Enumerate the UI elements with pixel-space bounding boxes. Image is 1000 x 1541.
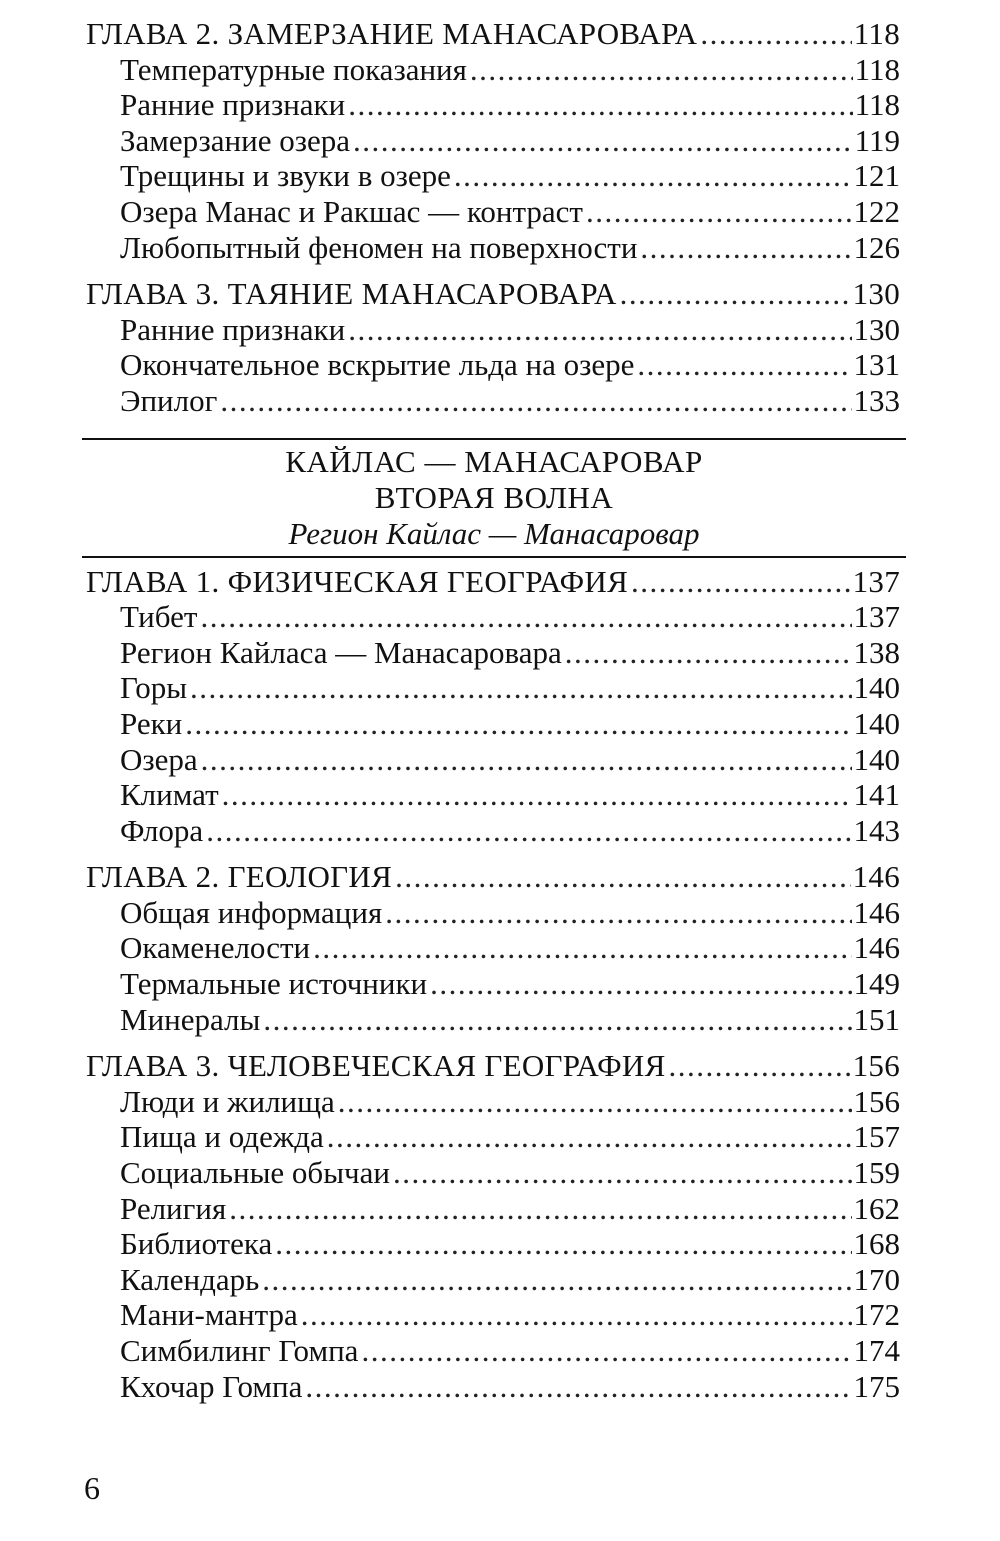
page-number: 157	[853, 1119, 900, 1155]
section-title: Календарь	[120, 1261, 260, 1297]
dot-leader	[222, 777, 852, 813]
toc-section-row[interactable]	[82, 742, 906, 778]
section-title: Ранние признаки	[120, 311, 346, 347]
toc-section-row[interactable]	[82, 1084, 906, 1120]
section-title: Тибет	[120, 599, 198, 635]
chapter-title: ГЛАВА 2. ЗАМЕРЗАНИЕ МАНАСАРОВАРА	[86, 16, 698, 51]
page-number: 143	[853, 812, 900, 848]
toc-section-row[interactable]	[82, 158, 906, 194]
dot-leader	[262, 1262, 851, 1298]
page-number: 118	[853, 16, 900, 51]
section-title: Озера	[120, 741, 198, 777]
section-title: Озера Манас и Ракшас — контраст	[120, 193, 583, 229]
dot-leader	[395, 859, 851, 895]
toc-section-row[interactable]	[82, 1002, 906, 1038]
toc-chapter-row[interactable]	[82, 276, 906, 312]
section-title: Термальные источники	[120, 966, 428, 1002]
chapter-title: ГЛАВА 3. ЧЕЛОВЕЧЕСКАЯ ГЕОГРАФИЯ	[86, 1048, 666, 1084]
section-title: Ранние признаки	[120, 87, 346, 123]
page-number: 174	[853, 1333, 900, 1368]
section-title: Трещины и звуки в озере	[120, 158, 451, 194]
page-number: 168	[853, 1226, 900, 1262]
section-title: Эпилог	[120, 382, 218, 418]
chapter-title: ГЛАВА 2. ГЕОЛОГИЯ	[86, 859, 393, 895]
dot-leader	[700, 16, 851, 52]
dot-leader	[361, 1333, 851, 1369]
dot-leader	[275, 1226, 851, 1262]
section-title: Библиотека	[120, 1226, 273, 1262]
dot-leader	[454, 158, 852, 194]
part-subtitle: Регион Кайлас — Манасаровар	[288, 515, 700, 551]
toc-chapter-block	[82, 564, 906, 849]
toc-section-row[interactable]	[82, 1155, 906, 1191]
page-number: 149	[853, 966, 900, 1002]
dot-leader	[565, 635, 852, 671]
table-of-contents	[82, 16, 906, 1404]
dot-leader	[305, 1369, 851, 1405]
toc-chapter-block	[82, 1048, 906, 1404]
toc-section-row[interactable]	[82, 895, 906, 931]
section-title: Флора	[120, 812, 204, 848]
part-title-line2: ВТОРАЯ ВОЛНА	[374, 479, 614, 515]
section-title: Мани-мантра	[120, 1297, 298, 1333]
toc-section-row[interactable]	[82, 635, 906, 671]
section-title: Социальные обычаи	[120, 1155, 390, 1191]
toc-section-row[interactable]	[82, 1226, 906, 1262]
page-number: 126	[853, 229, 900, 265]
section-title: Регион Кайласа — Манасаровара	[120, 634, 562, 670]
dot-leader	[470, 52, 853, 88]
dot-leader	[338, 1084, 852, 1120]
toc-section-row[interactable]	[82, 777, 906, 813]
section-title: Окончательное вскрытие льда на озере	[120, 347, 635, 383]
section-title: Религия	[120, 1190, 227, 1226]
page-number: 156	[852, 1048, 900, 1084]
dot-leader	[229, 1191, 851, 1227]
toc-chapter-block	[82, 859, 906, 1037]
dot-leader	[185, 706, 851, 742]
dot-leader	[348, 312, 851, 348]
dot-leader	[637, 347, 851, 383]
section-title: Климат	[120, 777, 219, 813]
page-number: 159	[853, 1155, 900, 1191]
page-number: 138	[853, 634, 900, 670]
toc-section-row[interactable]	[82, 670, 906, 706]
dot-leader	[393, 1155, 852, 1191]
page-number: 140	[853, 741, 900, 777]
page-number: 137	[852, 563, 900, 599]
page-folio-number: 6	[84, 1470, 100, 1506]
page-number: 119	[854, 122, 900, 158]
section-title: Горы	[120, 670, 188, 706]
toc-chapter-row[interactable]	[82, 1048, 906, 1084]
page-number: 141	[853, 777, 900, 813]
dot-leader	[263, 1002, 851, 1038]
page-number: 140	[853, 705, 900, 741]
spacer	[82, 1037, 906, 1048]
dot-leader	[669, 1048, 851, 1084]
page-number: 131	[853, 347, 900, 383]
chapter-title: ГЛАВА 3. ТАЯНИЕ МАНАСАРОВАРА	[86, 276, 617, 312]
section-title: Реки	[120, 705, 183, 741]
dot-leader	[640, 230, 851, 266]
dot-leader	[313, 930, 851, 966]
toc-chapter-block	[82, 276, 906, 418]
toc-section-row[interactable]	[82, 706, 906, 742]
toc-section-row[interactable]	[82, 1369, 906, 1405]
spacer	[82, 419, 906, 438]
toc-section-row[interactable]	[82, 966, 906, 1002]
toc-section-row[interactable]	[82, 1262, 906, 1298]
toc-section-row[interactable]	[82, 347, 906, 383]
toc-section-row[interactable]	[82, 599, 906, 635]
page-number: 146	[852, 859, 900, 895]
dot-leader	[586, 194, 852, 230]
toc-section-row[interactable]	[82, 194, 906, 230]
dot-leader	[631, 564, 851, 600]
toc-section-row[interactable]	[82, 1119, 906, 1155]
part-title-line1: КАЙЛАС — МАНАСАРОВАР	[285, 443, 703, 479]
chapter-title: ГЛАВА 1. ФИЗИЧЕСКАЯ ГЕОГРАФИЯ	[86, 563, 629, 599]
dot-leader	[348, 87, 852, 123]
page-number: 140	[853, 670, 900, 706]
page-number: 162	[853, 1190, 900, 1226]
dot-leader	[301, 1297, 852, 1333]
section-title: Любопытный феномен на поверхности	[120, 229, 638, 265]
toc-section-row[interactable]	[82, 813, 906, 849]
page-number: 133	[853, 382, 900, 418]
toc-chapter-row[interactable]	[82, 859, 906, 895]
page-number: 175	[853, 1368, 900, 1404]
dot-leader	[200, 599, 851, 635]
toc-section-row[interactable]	[82, 52, 906, 88]
dot-leader	[385, 895, 851, 931]
toc-section-row[interactable]	[82, 1333, 906, 1369]
page-number: 146	[853, 894, 900, 930]
section-title: Кхочар Гомпа	[120, 1368, 303, 1404]
page-number: 122	[853, 193, 900, 229]
section-title: Окаменелости	[120, 930, 311, 966]
page-number: 137	[853, 599, 900, 635]
section-title: Температурные показания	[120, 51, 467, 87]
section-title: Симбилинг Гомпа	[120, 1333, 359, 1368]
dot-leader	[620, 276, 851, 312]
page-number: 170	[853, 1261, 900, 1297]
spacer	[82, 848, 906, 859]
toc-chapter-row[interactable]	[82, 564, 906, 600]
section-title: Замерзание озера	[120, 122, 351, 158]
dot-leader	[430, 966, 851, 1002]
toc-section-row[interactable]	[82, 87, 906, 123]
toc-section-row[interactable]	[82, 312, 906, 348]
toc-chapter-row[interactable]	[82, 16, 906, 52]
toc-section-row[interactable]	[82, 1191, 906, 1227]
page-number: 146	[853, 930, 900, 966]
toc-section-row[interactable]	[82, 930, 906, 966]
toc-section-row[interactable]	[82, 383, 906, 419]
dot-leader	[201, 742, 852, 778]
toc-section-row[interactable]	[82, 230, 906, 266]
section-title: Общая информация	[120, 894, 383, 930]
page-number: 118	[854, 87, 900, 123]
page-number: 121	[853, 158, 900, 194]
spacer	[82, 265, 906, 276]
page-number: 172	[853, 1297, 900, 1333]
dot-leader	[353, 123, 853, 159]
section-title: Пища и одежда	[120, 1119, 324, 1155]
page-number: 130	[852, 276, 900, 312]
page-number: 130	[853, 311, 900, 347]
part-heading	[82, 440, 906, 556]
toc-section-row[interactable]	[82, 1297, 906, 1333]
section-title: Люди и жилища	[120, 1083, 335, 1119]
section-title: Минералы	[120, 1001, 261, 1037]
dot-leader	[220, 383, 851, 419]
toc-section-row[interactable]	[82, 123, 906, 159]
dot-leader	[190, 670, 851, 706]
dot-leader	[327, 1119, 852, 1155]
page-number: 118	[854, 51, 900, 87]
toc-chapter-block	[82, 16, 906, 265]
page-number: 156	[853, 1083, 900, 1119]
dot-leader	[206, 813, 851, 849]
page-number: 151	[853, 1001, 900, 1037]
